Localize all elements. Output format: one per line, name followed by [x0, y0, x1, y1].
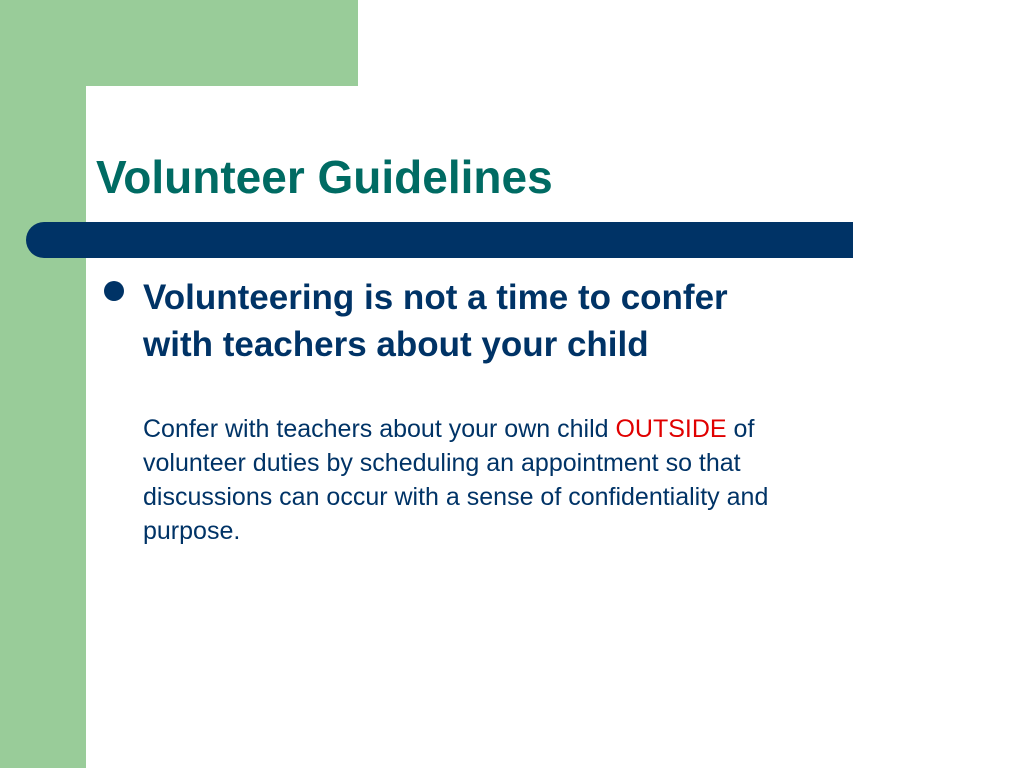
body-text-before: Confer with teachers about your own child — [143, 415, 616, 443]
bullet-text — [143, 274, 843, 368]
title-underline-bar — [26, 222, 853, 258]
body-text-after: of volunteer duties by scheduling an appointment so that discussions can occur with a sense of confidentiality and purpose. — [143, 415, 769, 545]
bullet-icon — [104, 281, 124, 301]
body-paragraph — [143, 412, 863, 548]
top-accent-block — [0, 0, 358, 86]
bullet-text-line2: with teachers about your child — [143, 325, 649, 364]
slide-title: Volunteer Guidelines — [96, 151, 553, 203]
body-highlight: OUTSIDE — [615, 415, 727, 443]
left-accent-bar — [0, 0, 86, 768]
bullet-text-line1: Volunteering is not a time to confer — [143, 278, 728, 317]
